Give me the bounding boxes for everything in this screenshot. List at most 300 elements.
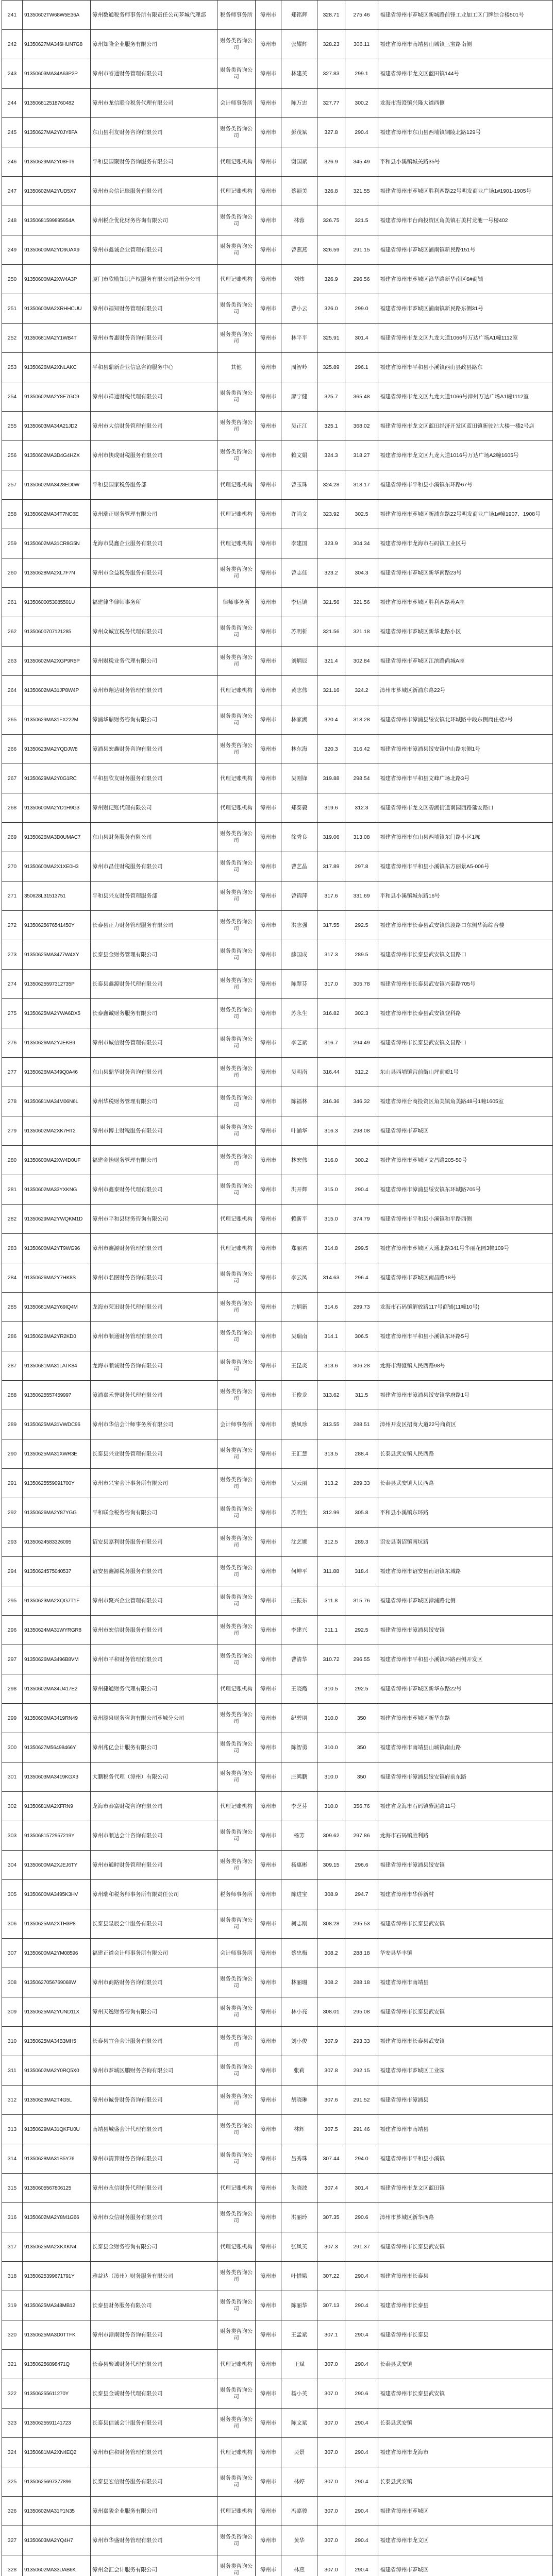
credit-code: 91350602MA2XGP9R5P (23, 647, 91, 676)
credit-code: 91350681MA2XFRN9 (23, 1792, 91, 1821)
score-1: 314.63 (317, 1263, 345, 1293)
table-row (2, 1439, 553, 1469)
credit-code: 91350602MA2Y8E7GC9 (23, 382, 91, 412)
table-row (2, 2438, 553, 2467)
legal-person: 蔡凤珍 (281, 1410, 317, 1439)
company-type: 代理记账机构 (217, 2497, 256, 2526)
legal-person: 蔡忠梅 (281, 1939, 317, 1968)
row-number: 288 (2, 1381, 23, 1410)
score-2: 350 (345, 1704, 378, 1733)
address: 福建省漳州市芗城区新华南路23号 (378, 558, 553, 588)
score-1: 307.13 (317, 2291, 345, 2320)
credit-code: 91350602MA2YUD5X7 (23, 177, 91, 206)
score-1: 316.7 (317, 1028, 345, 1058)
address: 漳州市芗城区新浦东路22号 (378, 676, 553, 705)
city: 漳州市 (256, 1821, 281, 1851)
credit-code: 91350602MA2XK7HT2 (23, 1116, 91, 1146)
legal-person: 胡晓琳 (281, 2086, 317, 2115)
company-name: 诏安县鑫源税务服务有限公司 (91, 1557, 217, 1586)
table-row (2, 2320, 553, 2350)
company-name: 漳州数通税务师事务所有限责任公司芗城代理部 (91, 1, 217, 30)
company-name: 漳州捷通财务代理有限公司 (91, 1674, 217, 1704)
company-name: 漳州市博士财税服务有限公司 (91, 1116, 217, 1146)
city: 漳州市 (256, 235, 281, 265)
company-type: 财务类咨询公司 (217, 1909, 256, 1939)
city: 漳州市 (256, 617, 281, 647)
address: 福建省漳州市长泰县武安镇文昌路口 (378, 1028, 553, 1058)
city: 漳州市 (256, 2409, 281, 2438)
row-number: 301 (2, 1762, 23, 1792)
company-name: 漳州市信和财务管理有限公司 (91, 2438, 217, 2467)
legal-person: 许尚文 (281, 500, 317, 529)
city: 漳州市 (256, 265, 281, 294)
company-type: 财务类咨询公司 (217, 235, 256, 265)
score-1: 311.88 (317, 1557, 345, 1586)
row-number: 299 (2, 1704, 23, 1733)
credit-code: 91350627MA346HUN7G8 (23, 30, 91, 59)
table-row (2, 265, 553, 294)
company-name: 漳浦嘉禾誉财务代理有限公司 (91, 1381, 217, 1410)
row-number: 283 (2, 1234, 23, 1263)
credit-code: 91350626MA349Q0A46 (23, 1058, 91, 1087)
address: 福建省漳州市龙文区九龙大道1016号万达广场A2幢1605号 (378, 441, 553, 470)
score-1: 325.1 (317, 412, 345, 441)
score-1: 312.99 (317, 1498, 345, 1528)
score-1: 311.1 (317, 1616, 345, 1645)
row-number: 294 (2, 1557, 23, 1586)
address: 福建省漳州市平和县小溪镇和平路西侧 (378, 1205, 553, 1234)
company-name: 平和联金税务咨询有限公司 (91, 1498, 217, 1528)
credit-code: 91350624575040537 (23, 1557, 91, 1586)
city: 漳州市 (256, 2203, 281, 2232)
city: 漳州市 (256, 588, 281, 617)
company-name: 漳州市永信财务代理有限公司 (91, 2174, 217, 2203)
legal-person: 曾燕燕 (281, 235, 317, 265)
company-name: 长泰县正力财务管理服务有限公司 (91, 911, 217, 940)
table-row (2, 294, 553, 324)
score-1: 321.4 (317, 647, 345, 676)
row-number: 319 (2, 2291, 23, 2320)
company-name: 漳州市名图财务咨询有限公司 (91, 1263, 217, 1293)
legal-person: 苏明生 (281, 1498, 317, 1528)
credit-code: 91350626MA3496B8VM (23, 1645, 91, 1674)
address: 福建省漳州市长泰县武安镇兴泰路705号 (378, 970, 553, 999)
score-1: 323.2 (317, 558, 345, 588)
row-number: 292 (2, 1498, 23, 1528)
row-number: 277 (2, 1058, 23, 1087)
company-type: 财务类咨询公司 (217, 1146, 256, 1175)
credit-code: 91350626MA2Y7HK8S (23, 1263, 91, 1293)
city: 漳州市 (256, 705, 281, 735)
score-1: 308.01 (317, 1997, 345, 2027)
table-row (2, 412, 553, 441)
credit-code: 91350625MA31VWDC96 (23, 1410, 91, 1439)
table-row (2, 676, 553, 705)
legal-person: 曾锦萍 (281, 882, 317, 911)
table-row (2, 588, 553, 617)
credit-code: 91350603MA2YQ4H7 (23, 2526, 91, 2555)
table-row (2, 1381, 553, 1410)
row-number: 295 (2, 1586, 23, 1616)
company-type: 财务类咨询公司 (217, 1175, 256, 1205)
address: 福建省漳州市漳浦县绥安镇府前东路 (378, 1762, 553, 1792)
table-body (2, 1, 553, 2576)
credit-code: 91350627M56498466Y (23, 1733, 91, 1762)
company-type: 财务类咨询公司 (217, 2467, 256, 2497)
address: 福建省漳州市漳浦县绥安镇 (378, 1616, 553, 1645)
legal-person: 林辉 (281, 2115, 317, 2144)
company-type: 财务类咨询公司 (217, 2409, 256, 2438)
table-row (2, 500, 553, 529)
credit-code: 91350600MA2XW4D0UF (23, 1146, 91, 1175)
company-type: 财务类咨询公司 (217, 735, 256, 764)
legal-person: 王昆炎 (281, 1351, 317, 1381)
company-type: 财务类咨询公司 (217, 911, 256, 940)
company-type: 代理记账机构 (217, 1205, 256, 1234)
row-number: 278 (2, 1087, 23, 1116)
address: 华安县华丰镇 (378, 1939, 553, 1968)
score-2: 295.53 (345, 1909, 378, 1939)
legal-person: 林宏伟 (281, 1146, 317, 1175)
address: 东山县西埔镇宫前街山坪前嶝1号 (378, 1058, 553, 1087)
score-2: 296.55 (345, 1645, 378, 1674)
table-row (2, 1616, 553, 1645)
company-type: 财务类咨询公司 (217, 1616, 256, 1645)
company-name: 平和县兴友财务管理服务部 (91, 882, 217, 911)
legal-person: 林东海 (281, 735, 317, 764)
city: 漳州市 (256, 852, 281, 882)
row-number: 282 (2, 1205, 23, 1234)
company-name: 东山县鼎华财务咨询有限公司 (91, 1058, 217, 1087)
legal-person: 吴刚锋 (281, 764, 317, 793)
score-2: 290.6 (345, 2203, 378, 2232)
table-row (2, 2086, 553, 2115)
score-1: 324.3 (317, 441, 345, 470)
city: 漳州市 (256, 999, 281, 1028)
company-type: 代理记账机构 (217, 529, 256, 558)
address: 福建省漳州市平和县小溪镇东环路5号 (378, 1322, 553, 1351)
score-2: 289.73 (345, 1293, 378, 1322)
row-number: 311 (2, 2056, 23, 2086)
credit-code: 91350625591141723 (23, 2409, 91, 2438)
row-number: 244 (2, 89, 23, 118)
company-type: 财务类咨询公司 (217, 294, 256, 324)
score-1: 317.89 (317, 852, 345, 882)
address: 福建省漳州台商投资区角美镇角美路48号1幢1605室 (378, 1087, 553, 1116)
legal-person: 洪志强 (281, 911, 317, 940)
company-name: 漳州市兴宝会计事务所有限公司 (91, 1469, 217, 1498)
address: 福建省漳州市东山县西埔镇东门路小区1栋 (378, 823, 553, 852)
city: 漳州市 (256, 1234, 281, 1263)
table-row (2, 147, 553, 177)
legal-person: 黄志伟 (281, 676, 317, 705)
score-1: 326.8 (317, 177, 345, 206)
table-row (2, 441, 553, 470)
legal-person: 王孟斌 (281, 2320, 317, 2350)
address: 长泰县武安镇 (378, 2467, 553, 2497)
company-type: 代理记账机构 (217, 676, 256, 705)
city: 漳州市 (256, 2174, 281, 2203)
table-row (2, 1293, 553, 1322)
table-row (2, 911, 553, 940)
table-row (2, 1498, 553, 1528)
row-number: 298 (2, 1674, 23, 1704)
score-1: 307.0 (317, 2409, 345, 2438)
city: 漳州市 (256, 2438, 281, 2467)
credit-code: 91350602MA3D4G4HZX (23, 441, 91, 470)
table-row (2, 2203, 553, 2232)
row-number: 248 (2, 206, 23, 235)
company-name: 长泰县聚诚财务代理有限公司 (91, 2350, 217, 2379)
row-number: 323 (2, 2409, 23, 2438)
row-number: 324 (2, 2438, 23, 2467)
score-1: 321.56 (317, 617, 345, 647)
city: 漳州市 (256, 1, 281, 30)
address: 福建省漳州市芗城区漳浦路北侧 (378, 1586, 553, 1616)
company-type: 会计师事务所 (217, 1410, 256, 1439)
row-number: 280 (2, 1146, 23, 1175)
company-name: 平和县欣友财务服务有限公司 (91, 764, 217, 793)
legal-person: 陈进宝 (281, 1880, 317, 1909)
table-row (2, 2555, 553, 2576)
table-row (2, 764, 553, 793)
table-row (2, 1557, 553, 1586)
table-row (2, 2497, 553, 2526)
legal-person: 纪碧朋 (281, 1704, 317, 1733)
credit-code: 91350602MA2Y8M1G66 (23, 2203, 91, 2232)
legal-person: 沈艺娜 (281, 1528, 317, 1557)
credit-code: 91350626MA2YR2KD0 (23, 1322, 91, 1351)
city: 漳州市 (256, 1674, 281, 1704)
row-number: 326 (2, 2497, 23, 2526)
row-number: 304 (2, 1851, 23, 1880)
table-row (2, 2350, 553, 2379)
legal-person: 冯嘉骏 (281, 2497, 317, 2526)
credit-code: 91350681572957219Y (23, 1821, 91, 1851)
score-1: 311.8 (317, 1586, 345, 1616)
credit-code: 91350603MA34A21JD2 (23, 412, 91, 441)
row-number: 269 (2, 823, 23, 852)
table-row (2, 177, 553, 206)
table-row (2, 1939, 553, 1968)
credit-code: 913506255611270Y (23, 2379, 91, 2409)
company-name: 诏安县嘉利财务服务有限公司 (91, 1528, 217, 1557)
credit-code: 91350625MA2YUND11X (23, 1997, 91, 2027)
score-1: 316.0 (317, 1146, 345, 1175)
score-1: 321.16 (317, 676, 345, 705)
address: 福建省龙海市石码镇紫泥路11号 (378, 1792, 553, 1821)
address: 福建省漳州市华侨新村 (378, 1880, 553, 1909)
address: 漳州市芗城区新华西路 (378, 2203, 553, 2232)
table-row (2, 1205, 553, 1234)
city: 漳州市 (256, 1733, 281, 1762)
address: 福建省漳州市平和县小溪镇东方丽景A5-006号 (378, 852, 553, 882)
company-name: 漳州市顺通财务管理有限公司 (91, 1322, 217, 1351)
score-2: 290.4 (345, 2497, 378, 2526)
credit-code: 91350603MA34A63P2P (23, 59, 91, 89)
credit-code: 91350600MA2XRHHCUU (23, 294, 91, 324)
legal-person: 林蓉 (281, 206, 317, 235)
score-2: 301.4 (345, 2174, 378, 2203)
credit-code: 91350600MA2YM08596 (23, 1939, 91, 1968)
city: 漳州市 (256, 441, 281, 470)
company-type: 财务类咨询公司 (217, 882, 256, 911)
table-row (2, 1909, 553, 1939)
company-name: 雅益达（漳州）财务服务有限公司 (91, 2262, 217, 2291)
legal-person: 林家湖 (281, 705, 317, 735)
table-row (2, 529, 553, 558)
city: 漳州市 (256, 1586, 281, 1616)
legal-person: 叶惜娥 (281, 2262, 317, 2291)
city: 漳州市 (256, 940, 281, 970)
score-2: 295.08 (345, 1997, 378, 2027)
company-type: 代理记账机构 (217, 1792, 256, 1821)
score-1: 307.0 (317, 2497, 345, 2526)
city: 漳州市 (256, 59, 281, 89)
city: 漳州市 (256, 882, 281, 911)
city: 漳州市 (256, 1851, 281, 1880)
company-type: 财务类咨询公司 (217, 206, 256, 235)
score-2: 292.5 (345, 911, 378, 940)
score-1: 310.0 (317, 1762, 345, 1792)
score-1: 307.0 (317, 2438, 345, 2467)
score-1: 323.9 (317, 529, 345, 558)
address: 福建省漳州市漳浦县绥安镇 (378, 1851, 553, 1880)
row-number: 279 (2, 1116, 23, 1146)
address: 福建省漳州市芗城区胜利西路苑A座 (378, 588, 553, 617)
address: 福建省漳州市芗城区文昌路205-50号 (378, 1146, 553, 1175)
row-number: 289 (2, 1410, 23, 1439)
table-row (2, 382, 553, 412)
legal-person: 庄鸿鹏 (281, 1762, 317, 1792)
address: 福建省漳州市长泰县武安镇 (378, 1909, 553, 1939)
credit-code: 91350600707121285 (23, 617, 91, 647)
credit-code: 913506256898471Q (23, 2350, 91, 2379)
row-number: 281 (2, 1175, 23, 1205)
company-name: 漳浦华鼎财务咨询有限公司 (91, 705, 217, 735)
address: 福建省漳州市长泰县武安镇 (378, 2027, 553, 2056)
row-number: 261 (2, 588, 23, 617)
address: 福建省漳州市平和县小溪镇西山县政县路东 (378, 353, 553, 382)
table-row (2, 1997, 553, 2027)
company-name: 龙海市昊鑫企业服务有限公司 (91, 529, 217, 558)
table-row (2, 2115, 553, 2144)
company-name: 长泰县金财务管理有限公司 (91, 940, 217, 970)
company-name: 长泰县财务服务有限公司 (91, 2291, 217, 2320)
table-row (2, 617, 553, 647)
score-2: 302.84 (345, 647, 378, 676)
company-type: 财务类咨询公司 (217, 2555, 256, 2576)
score-2: 299.5 (345, 1234, 378, 1263)
score-2: 301.4 (345, 324, 378, 353)
row-number: 317 (2, 2232, 23, 2262)
row-number: 291 (2, 1469, 23, 1498)
row-number: 306 (2, 1909, 23, 1939)
table-row (2, 1792, 553, 1821)
score-2: 316.42 (345, 735, 378, 764)
company-name: 漳州市通时财务管理有限公司 (91, 1851, 217, 1880)
score-2: 365.48 (345, 382, 378, 412)
row-number: 290 (2, 1439, 23, 1469)
row-number: 321 (2, 2350, 23, 2379)
row-number: 305 (2, 1880, 23, 1909)
legal-person: 周智岭 (281, 353, 317, 382)
address: 福建省漳州市芗城区 (378, 1116, 553, 1146)
address: 福建省漳州市长泰县武安镇文昌路口 (378, 940, 553, 970)
credit-code: 91350629MA31QKFU0U (23, 2115, 91, 2144)
score-1: 316.82 (317, 999, 345, 1028)
address: 福建省漳州市平和县小溪镇 (378, 2144, 553, 2174)
company-type: 财务类咨询公司 (217, 999, 256, 1028)
company-type: 代理记账机构 (217, 1674, 256, 1704)
score-2: 321.18 (345, 617, 378, 647)
score-2: 304.34 (345, 529, 378, 558)
legal-person: 刘小俊 (281, 2027, 317, 2056)
score-1: 326.0 (317, 294, 345, 324)
table-row (2, 1469, 553, 1498)
score-2: 356.76 (345, 1792, 378, 1821)
address: 福建省漳州市南靖县 (378, 1968, 553, 1997)
score-1: 315.0 (317, 1205, 345, 1234)
city: 漳州市 (256, 118, 281, 147)
company-name: 漳州市鑫源财务管理有限公司 (91, 1234, 217, 1263)
company-type: 财务类咨询公司 (217, 1293, 256, 1322)
credit-code: 91350602MA34T7NC6E (23, 500, 91, 529)
address: 长泰县武安镇人民西路 (378, 1439, 553, 1469)
address: 福建省漳州市平和县小溪镇东环路67号 (378, 470, 553, 500)
company-name: 漳州市会信记账服务有限公司 (91, 177, 217, 206)
row-number: 276 (2, 1028, 23, 1058)
table-row (2, 1704, 553, 1733)
address: 长泰县武安镇 (378, 2409, 553, 2438)
company-type: 代理记账机构 (217, 177, 256, 206)
score-1: 327.8 (317, 118, 345, 147)
company-name: 漳州瑞和税务师事务所有限责任公司 (91, 1880, 217, 1909)
legal-person: 郑泰毅 (281, 793, 317, 823)
score-2: 331.69 (345, 882, 378, 911)
score-1: 314.1 (317, 1322, 345, 1351)
city: 漳州市 (256, 382, 281, 412)
company-name: 长泰县兴业财务管理有限公司 (91, 1439, 217, 1469)
company-type: 代理记账机构 (217, 500, 256, 529)
company-type: 财务类咨询公司 (217, 441, 256, 470)
row-number: 297 (2, 1645, 23, 1674)
legal-person: 柯志刚 (281, 1909, 317, 1939)
row-number: 274 (2, 970, 23, 999)
credit-code: 91350625MA2YWA6DX5 (23, 999, 91, 1028)
row-number: 271 (2, 882, 23, 911)
credit-code: 91350626MA2YJEKB9 (23, 1028, 91, 1058)
address: 福建省漳州市芗城区江滨路尚城A座 (378, 647, 553, 676)
city: 漳州市 (256, 1498, 281, 1528)
row-number: 242 (2, 30, 23, 59)
city: 漳州市 (256, 529, 281, 558)
row-number: 312 (2, 2086, 23, 2115)
table-row (2, 470, 553, 500)
address: 漳州开发区招商大道22号商贸区 (378, 1410, 553, 1439)
table-row (2, 882, 553, 911)
company-name: 漳州市普惠财务咨询有限公司 (91, 324, 217, 353)
score-1: 313.6 (317, 1351, 345, 1381)
score-1: 327.77 (317, 89, 345, 118)
address: 福建省漳州市龙文区蓝田镇 (378, 2174, 553, 2203)
company-name: 漳州市顺达会计咨询有限公司 (91, 1821, 217, 1851)
score-2: 374.79 (345, 1205, 378, 1234)
address: 福建省漳州市芗城区新华北路小区 (378, 617, 553, 647)
address: 福建省漳州市长泰县武安镇 (378, 2379, 553, 2409)
company-name: 漳州市祥通财税代理有限公司 (91, 382, 217, 412)
row-number: 265 (2, 705, 23, 735)
